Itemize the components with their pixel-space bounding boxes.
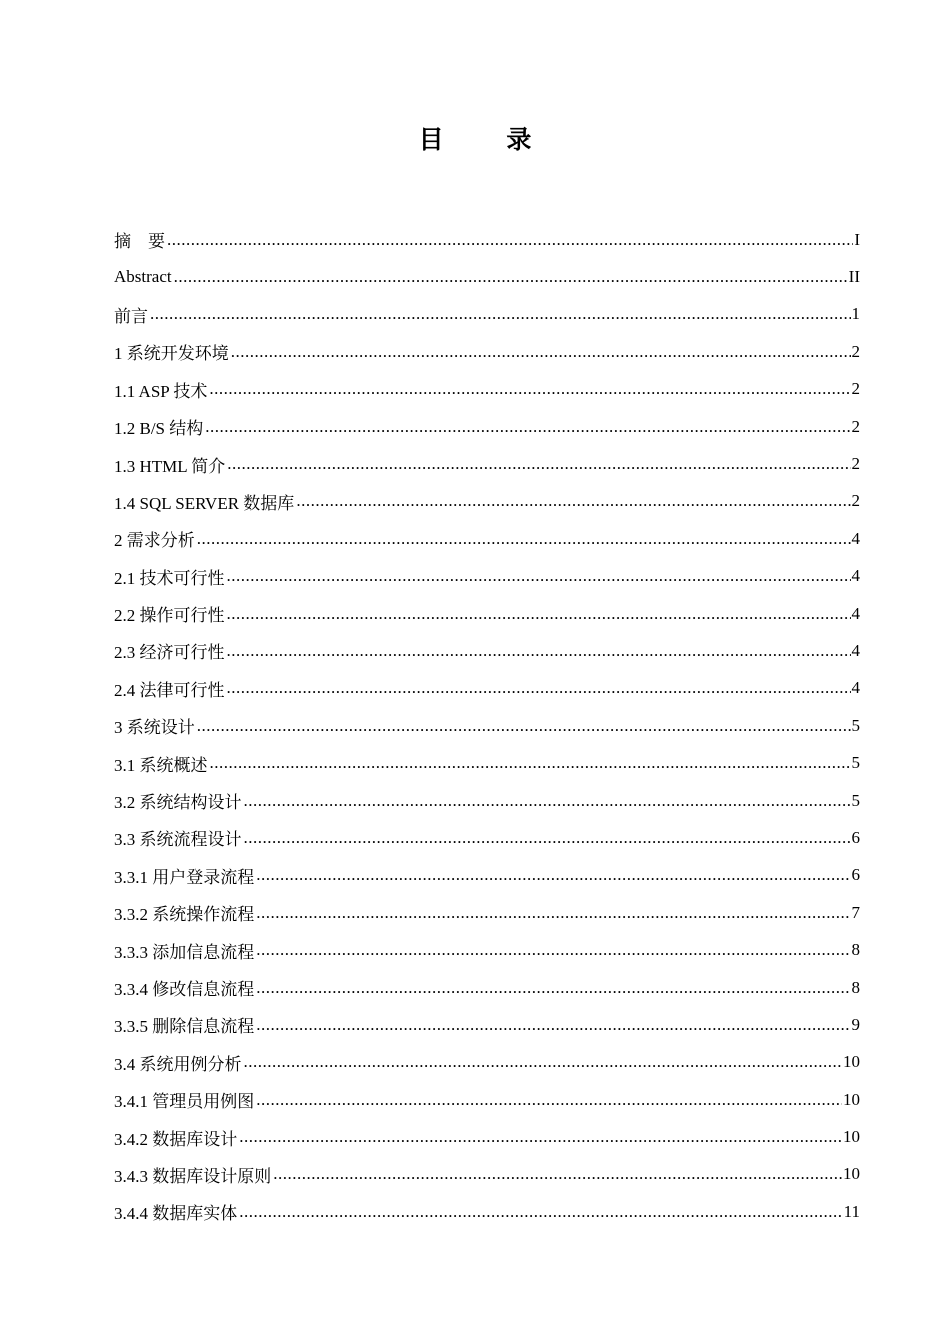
toc-entry-page-number: 9 — [851, 1014, 860, 1034]
toc-leader-dots — [256, 940, 850, 960]
toc-entry[interactable] — [114, 931, 860, 968]
toc-leader-dots — [244, 1052, 843, 1072]
toc-entry-page-number: 11 — [843, 1201, 860, 1221]
toc-leader-dots — [256, 1090, 842, 1110]
toc-entry-page-number: 5 — [851, 790, 860, 810]
toc-entry-label: 1.3 HTML 简介 — [114, 456, 226, 476]
toc-entry[interactable] — [114, 707, 860, 744]
toc-leader-dots — [197, 529, 851, 549]
toc-entry-label: 2.2 操作可行性 — [114, 606, 225, 626]
toc-entry-page-number: I — [854, 229, 860, 249]
toc-leader-dots — [150, 304, 851, 324]
toc-entry[interactable] — [114, 969, 860, 1006]
toc-entry[interactable] — [114, 1006, 860, 1043]
toc-entry-page-number: 10 — [843, 1127, 860, 1147]
toc-entry-label: 1.2 B/S 结构 — [114, 419, 204, 439]
toc-leader-dots — [209, 379, 850, 399]
toc-entry-page-number: 1 — [851, 304, 860, 324]
toc-entry[interactable] — [114, 670, 860, 707]
toc-leader-dots — [256, 978, 850, 998]
toc-leader-dots — [231, 342, 851, 362]
toc-entry-label: 3.4.1 管理员用例图 — [114, 1092, 255, 1112]
toc-entry-page-number: 5 — [851, 715, 860, 735]
toc-entry-page-number: 4 — [851, 640, 860, 660]
toc-entry-label: 3.3 系统流程设计 — [114, 830, 242, 850]
toc-entry[interactable] — [114, 894, 860, 931]
toc-entry-page-number: 2 — [851, 416, 860, 436]
toc-entry-page-number: 4 — [851, 678, 860, 698]
toc-entry-label: 3.4.4 数据库实体 — [114, 1204, 238, 1224]
toc-entry[interactable] — [114, 744, 860, 781]
toc-entry-page-number: II — [848, 267, 860, 287]
toc-entry-label: 1 系统开发环境 — [114, 344, 229, 364]
toc-entry-label: Abstract — [114, 267, 172, 287]
toc-leader-dots — [273, 1164, 842, 1184]
toc-entry-label: 3.4.2 数据库设计 — [114, 1129, 238, 1149]
toc-entry[interactable] — [114, 782, 860, 819]
toc-leader-dots — [167, 230, 853, 250]
toc-leader-dots — [256, 1015, 850, 1035]
toc-entry[interactable] — [114, 558, 860, 595]
toc-leader-dots — [205, 417, 850, 437]
page-title: 目 录 — [418, 125, 559, 154]
toc-leader-dots — [244, 791, 851, 811]
toc-entry-label: 3.3.5 删除信息流程 — [114, 1017, 255, 1037]
toc-leader-dots — [174, 267, 848, 287]
toc-entry-label: 3.4 系统用例分析 — [114, 1054, 242, 1074]
toc-entry-page-number: 2 — [851, 341, 860, 361]
toc-leader-dots — [210, 753, 851, 773]
toc-entry[interactable] — [114, 1156, 860, 1193]
toc-entry-label: 2.3 经济可行性 — [114, 643, 225, 663]
toc-leader-dots — [227, 454, 850, 474]
toc-entry-page-number: 10 — [843, 1052, 860, 1072]
toc-entry[interactable] — [114, 1044, 860, 1081]
toc-entry[interactable] — [114, 333, 860, 370]
toc-entry-label: 3.4.3 数据库设计原则 — [114, 1166, 272, 1186]
toc-entry-page-number: 2 — [851, 491, 860, 511]
toc-entry[interactable] — [114, 520, 860, 557]
toc-entry-page-number: 10 — [843, 1164, 860, 1184]
toc-entry-page-number: 5 — [851, 753, 860, 773]
toc-entry[interactable] — [114, 1081, 860, 1118]
toc-leader-dots — [256, 865, 850, 885]
toc-entry-label: 3.2 系统结构设计 — [114, 793, 242, 813]
toc-leader-dots — [227, 678, 851, 698]
toc-entry-page-number: 4 — [851, 528, 860, 548]
toc-entry-label: 2 需求分析 — [114, 531, 195, 551]
toc-entry-label: 2.4 法律可行性 — [114, 680, 225, 700]
toc-entry-page-number: 4 — [851, 566, 860, 586]
toc-entry[interactable] — [114, 445, 860, 482]
toc-entry-page-number: 6 — [851, 827, 860, 847]
toc-leader-dots — [256, 903, 850, 923]
toc-leader-dots — [296, 491, 850, 511]
toc-entry[interactable] — [114, 296, 860, 333]
toc-entry[interactable] — [114, 408, 860, 445]
toc-entry[interactable] — [114, 819, 860, 856]
toc-entry[interactable] — [114, 632, 860, 669]
toc-entry-label: 3.3.4 修改信息流程 — [114, 980, 255, 999]
toc-entry-label: 摘 要 — [114, 232, 165, 252]
toc-entry-page-number: 4 — [851, 603, 860, 623]
toc-leader-dots — [197, 716, 851, 736]
toc-entry-page-number: 8 — [851, 977, 860, 997]
toc-entry-label: 3.3.2 系统操作流程 — [114, 905, 255, 925]
toc-leader-dots — [227, 641, 851, 661]
toc-entry-label: 2.1 技术可行性 — [114, 568, 225, 588]
toc-entry-page-number: 8 — [851, 940, 860, 960]
toc-entry-page-number: 6 — [851, 865, 860, 885]
toc-entry-page-number: 10 — [843, 1089, 860, 1109]
toc-leader-dots — [227, 604, 851, 624]
toc-entry[interactable] — [114, 483, 860, 520]
toc-leader-dots — [244, 828, 851, 848]
toc-entry-label: 前言 — [114, 306, 148, 326]
toc-entry[interactable] — [114, 1118, 860, 1155]
toc-entry-label: 3 系统设计 — [114, 718, 195, 738]
table-of-contents — [114, 221, 860, 1231]
toc-entry[interactable] — [114, 595, 860, 632]
toc-entry-page-number: 7 — [851, 902, 860, 922]
toc-entry-label: 3.3.3 添加信息流程 — [114, 942, 255, 962]
toc-entry-page-number: 2 — [851, 454, 860, 474]
toc-entry-label: 3.3.1 用户登录流程 — [114, 867, 255, 887]
toc-entry-page-number: 2 — [851, 379, 860, 399]
toc-entry-label: 3.1 系统概述 — [114, 755, 208, 775]
toc-entry[interactable] — [114, 221, 860, 258]
toc-entry-label: 1.1 ASP 技术 — [114, 381, 208, 401]
toc-leader-dots — [227, 566, 851, 586]
toc-entry-label: 1.4 SQL SERVER 数据库 — [114, 493, 295, 513]
toc-entry[interactable] — [114, 371, 860, 408]
toc-leader-dots — [239, 1127, 842, 1147]
toc-entry[interactable] — [114, 857, 860, 894]
toc-leader-dots — [239, 1202, 842, 1222]
toc-entry[interactable] — [114, 1193, 860, 1230]
toc-entry[interactable] — [114, 258, 860, 295]
